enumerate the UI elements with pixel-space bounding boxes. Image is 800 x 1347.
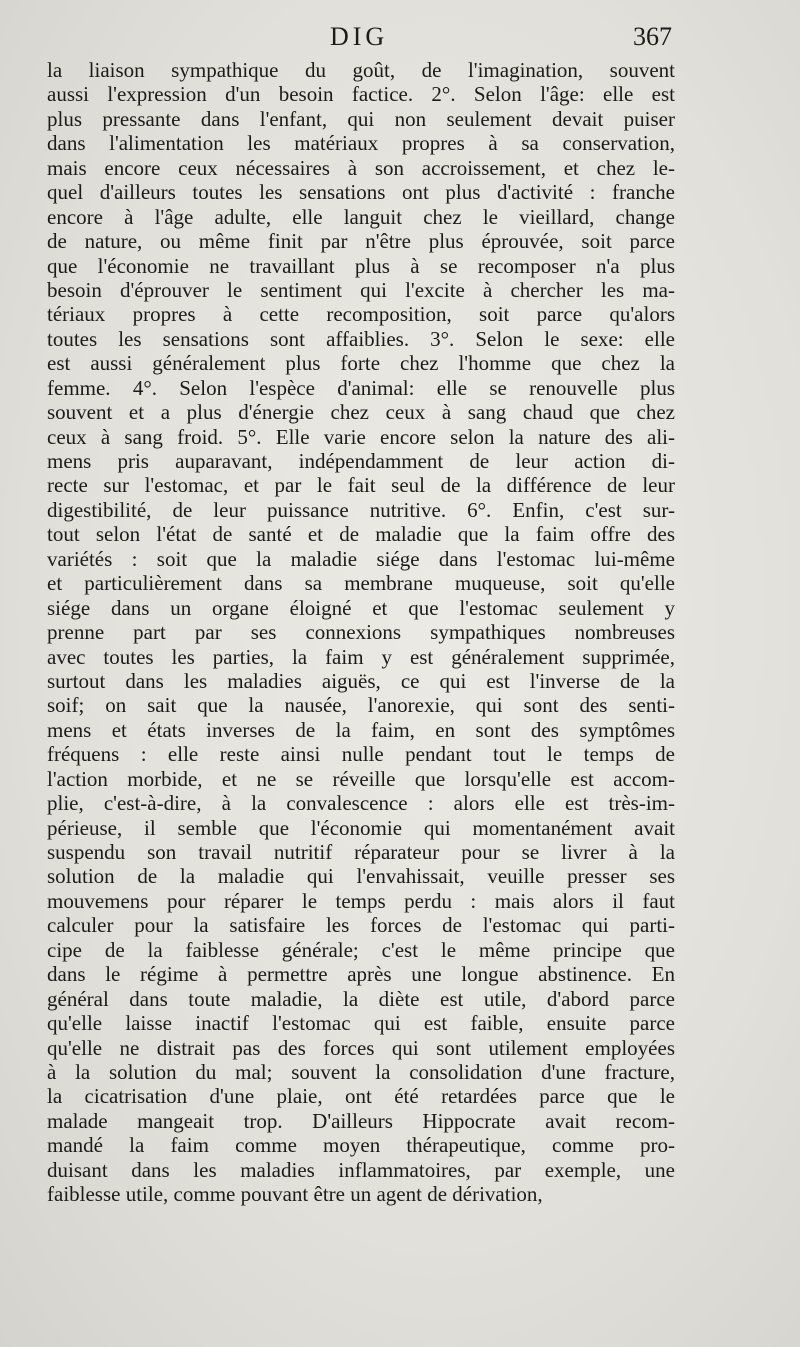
text-line: siége dans un organe éloigné et que l'estomac seulement y	[47, 595, 675, 620]
text-line: avec toutes les parties, la faim y est généralement supprimée,	[47, 644, 675, 669]
text-line: mais encore ceux nécessaires à son accroissement, et chez le-	[47, 155, 675, 180]
text-line: la liaison sympathique du goût, de l'imagination, souvent	[47, 58, 675, 82]
text-line: faiblesse utile, comme pouvant être un agent de dérivation,	[47, 1182, 543, 1207]
text-line: recte sur l'estomac, et par le fait seul de la différence de leur	[47, 473, 675, 498]
text-line: malade mangeait trop. D'ailleurs Hippocrate avait recom-	[47, 1108, 675, 1133]
text-line: besoin d'éprouver le sentiment qui l'excite à chercher les ma-	[47, 277, 675, 302]
text-line: cipe de la faiblesse générale; c'est le même principe que	[47, 937, 675, 962]
text-line: l'action morbide, et ne se réveille que lorsqu'elle est accom-	[47, 766, 675, 791]
body-text	[47, 58, 675, 1207]
text-line: la cicatrisation d'une plaie, ont été retardées parce que le	[47, 1084, 675, 1109]
text-line: qu'elle laisse inactif l'estomac qui est faible, ensuite parce	[47, 1011, 675, 1036]
text-line: tériaux propres à cette recomposition, soit parce qu'alors	[47, 302, 675, 327]
text-line: à la solution du mal; souvent la consolidation d'une fracture,	[47, 1059, 675, 1084]
text-line: est aussi généralement plus forte chez l'homme que chez la	[47, 351, 675, 376]
text-line: dans l'alimentation les matériaux propres à sa conservation,	[47, 131, 675, 156]
text-line: encore à l'âge adulte, elle languit chez le vieillard, change	[47, 204, 675, 229]
text-line: femme. 4°. Selon l'espèce d'animal: elle se renouvelle plus	[47, 375, 675, 400]
text-line: prenne part par ses connexions sympathiques nombreuses	[47, 620, 675, 645]
text-line: mandé la faim comme moyen thérapeutique, comme pro-	[47, 1133, 675, 1158]
text-line: plie, c'est-à-dire, à la convalescence : alors elle est très-im-	[47, 791, 675, 816]
page-number: 367	[633, 22, 672, 51]
text-line: suspendu son travail nutritif réparateur pour se livrer à la	[47, 840, 675, 864]
text-line: surtout dans les maladies aiguës, ce qui est l'inverse de la	[47, 668, 675, 693]
text-line: plus pressante dans l'enfant, qui non seulement devait puiser	[47, 106, 675, 131]
text-line: qu'elle ne distrait pas des forces qui sont utilement employées	[47, 1035, 675, 1060]
text-line: tout selon l'état de santé et de maladie que la faim offre des	[47, 522, 675, 547]
running-head	[0, 22, 800, 56]
text-line: que l'économie ne travaillant plus à se recomposer n'a plus	[47, 253, 675, 278]
text-line: calculer pour la satisfaire les forces de l'estomac qui parti-	[47, 913, 675, 938]
text-line: quel d'ailleurs toutes les sensations ont plus d'activité : franche	[47, 180, 675, 205]
running-head-title: DIG	[330, 22, 389, 51]
text-line: dans le régime à permettre après une longue abstinence. En	[47, 962, 675, 987]
text-line: et particulièrement dans sa membrane muqueuse, soit qu'elle	[47, 571, 675, 596]
text-line: souvent et a plus d'énergie chez ceux à sang chaud que chez	[47, 400, 675, 425]
text-line: solution de la maladie qui l'envahissait, veuille presser ses	[47, 864, 675, 889]
text-line: soif; on sait que la nausée, l'anorexie, qui sont des senti-	[47, 693, 675, 718]
text-line: général dans toute maladie, la diète est utile, d'abord parce	[47, 986, 675, 1011]
text-line: aussi l'expression d'un besoin factice. 2°. Selon l'âge: elle est	[47, 82, 675, 107]
text-line: variétés : soit que la maladie siége dans l'estomac lui-même	[47, 546, 675, 571]
text-line: de nature, ou même finit par n'être plus éprouvée, soit parce	[47, 229, 675, 254]
text-line: fréquens : elle reste ainsi nulle pendant tout le temps de	[47, 742, 675, 767]
text-line: toutes les sensations sont affaiblies. 3°. Selon le sexe: elle	[47, 326, 675, 351]
text-line: ceux à sang froid. 5°. Elle varie encore selon la nature des ali-	[47, 424, 675, 449]
text-line: duisant dans les maladies inflammatoires, par exemple, une	[47, 1157, 675, 1182]
text-line: mouvemens pour réparer le temps perdu : mais alors il faut	[47, 888, 675, 913]
text-line: digestibilité, de leur puissance nutritive. 6°. Enfin, c'est sur-	[47, 497, 675, 522]
text-line: mens et états inverses de la faim, en sont des symptômes	[47, 717, 675, 742]
text-line: périeuse, il semble que l'économie qui momentanément avait	[47, 815, 675, 840]
text-line: mens pris auparavant, indépendamment de leur action di-	[47, 449, 675, 473]
